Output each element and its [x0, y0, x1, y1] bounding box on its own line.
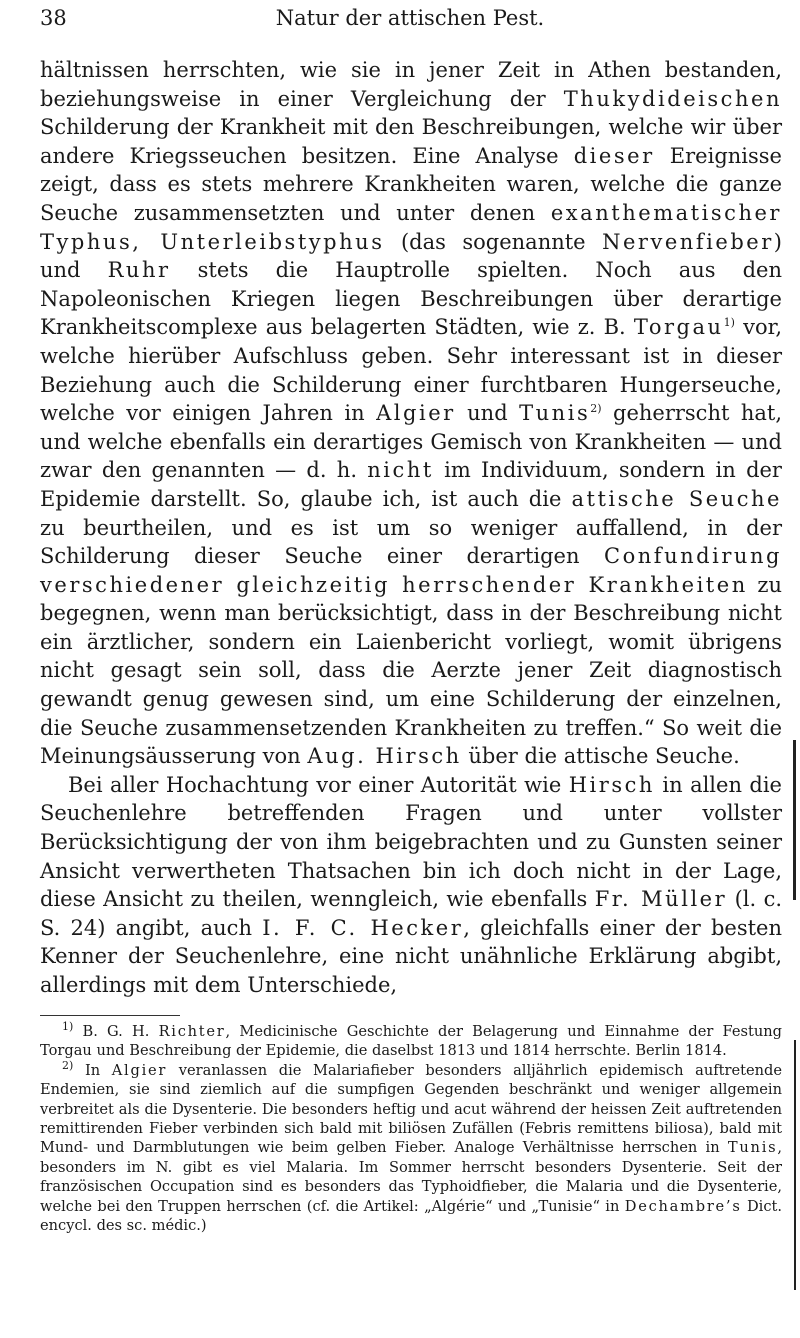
text-run: vor, welche hierüber Aufschluss geben. Sehr interessant ist in dieser Beziehung auch die Schilderung einer furchtbaren Hungerseuche, welche vor einigen Jahren in — [40, 315, 782, 426]
text-run: , besonders im N. gibt es viel Malaria. Im Sommer herrscht besonders Dysenterie. Seit der französischen Occupation sind es besonders das Typhoidfieber, die Malaria und die Dysenterie, welche bei den Truppen herrschen (cf. die Artikel: „Algérie“ und „Tunisie“ in — [40, 1139, 782, 1215]
text-run: geherrscht hat, und welche ebenfalls ein derartiges Gemisch von Krankheiten — und zwar den genannten — d. h. — [40, 401, 783, 483]
emphasis: exanthematischer Typhus, Unterleibstyphus — [40, 200, 782, 254]
text-run: B. G. H. — [73, 1023, 159, 1040]
text-run: ) und — [40, 229, 782, 283]
text-run: (das sogenannte — [384, 229, 603, 254]
footnote-separator — [40, 1015, 180, 1016]
footnote-1 — [40, 1022, 782, 1061]
page-edge-shadow — [793, 740, 796, 900]
emphasis: Dechambre’s — [624, 1197, 742, 1215]
footnote-ref-1: 1) — [723, 316, 735, 330]
emphasis: Algier — [376, 401, 456, 426]
footnote-ref-2: 2) — [590, 402, 602, 416]
text-run: stets die Hauptrolle spielten. Noch aus den Napoleonischen Kriegen liegen Beschreibungen über derartige Krankheitscomplexe aus belagerten Städten, wie z. B. — [40, 258, 783, 340]
footnote-marker: 1) — [62, 1020, 74, 1034]
text-run: , gleichfalls einer der besten Kenner der Seuchenlehre, eine nicht unähnliche Erklärung abgibt, allerdings mit dem Unterschiede, — [40, 915, 782, 997]
text-run: zu beurtheilen, und es ist um so weniger auffallend, in der Schilderung dieser Seuche einer derartigen — [40, 515, 782, 569]
footnotes — [40, 1022, 782, 1235]
paragraph-2 — [40, 771, 782, 1000]
text-run: hältnissen herrschten, wie sie in jener Zeit in Athen bestanden, beziehungsweise in einer Vergleichung der — [40, 58, 782, 111]
emphasis: I. F. C. Hecker — [262, 915, 464, 940]
footnote-marker: 2) — [62, 1058, 74, 1072]
page-header — [40, 6, 780, 46]
emphasis: Tunis — [519, 401, 591, 426]
page-number: 38 — [40, 6, 67, 30]
text-run: über die attische Seuche. — [461, 744, 740, 769]
text-run: in allen die Seuchenlehre betreffenden Fragen und unter vollster Berücksichtigung der von ihm beigebrachten und zu Gunsten seiner Ansicht verwertheten Thatsachen bin ich doch nicht in der Lage, diese Ansicht zu theilen, wenngleich, wie ebenfalls — [40, 772, 782, 912]
emphasis: nicht — [367, 458, 434, 483]
emphasis: Fr. Müller — [594, 887, 728, 912]
text-run: In — [73, 1061, 112, 1079]
emphasis: Hirsch — [568, 772, 655, 797]
running-title: Natur der attischen Pest. — [275, 6, 545, 30]
emphasis: Confundirung verschiedener gleichzeitig herrschender Krankheiten — [40, 544, 782, 597]
text-run: zu begegnen, wenn man berücksichtigt, dass in der Beschreibung nicht ein ärztlicher, sondern ein Laienbericht vorliegt, womit übrigens nicht gesagt sein soll, dass die Aerzte jener Zeit diagnostisch gewandt genug gewesen sind, um eine Schilderung der einzelnen, die Seuche zusammensetzenden Krankheiten zu treffen.“ So weit die Meinungsäusserung von — [40, 572, 782, 769]
emphasis: Tunis — [727, 1139, 778, 1157]
text-run: Dict. encycl. des sc. médic.) — [40, 1197, 782, 1235]
text-run: veranlassen die Malariafieber besonders alljährlich epidemisch auftretende Endemien, sie sind ziemlich auf die sumpfigen Gegenden beschränkt und weniger allgemein verbreitet als die Dysenterie. Die besonders heftig und acut während der heissen Zeit auftretenden remittirenden Fieber verbinden sich bald mit biliösen Zufällen (Febris remittens biliosa), bald mit Mund- und Darmblutungen wie beim gelben Fieber. Analoge Verhältnisse herrschen in — [40, 1061, 782, 1157]
text-run: und — [455, 401, 520, 426]
emphasis: Algier — [111, 1061, 168, 1079]
paragraph-1 — [40, 56, 782, 771]
text-run: Schilderung der Krankheit mit den Beschreibungen, welche wir über andere Kriegsseuchen besitzen. Eine Analyse — [40, 115, 782, 168]
emphasis: dieser — [573, 143, 655, 168]
text-run: , Medicinische Geschichte der Belagerung und Einnahme der Festung Torgau und Beschreibung der Epidemie, die daselbst 1813 und 1814 herrschte. Berlin 1814. — [40, 1023, 782, 1060]
text-run: Bei aller Hochachtung vor einer Autorität wie — [68, 772, 569, 797]
emphasis: Aug. Hirsch — [307, 744, 462, 769]
text-run: Ereignisse zeigt, dass es stets mehrere Krankheiten waren, welche die ganze Seuche zusammensetzten und unter denen — [40, 143, 782, 225]
text-run: im Individuum, sondern in der Epidemie darstellt. So, glaube ich, ist auch die — [40, 458, 782, 511]
main-text — [40, 56, 782, 1000]
footnote-2 — [40, 1058, 782, 1236]
emphasis: Thukydideischen — [563, 86, 782, 111]
emphasis: Torgau — [633, 315, 724, 340]
page-edge-shadow — [794, 1040, 796, 1290]
emphasis: Ruhr — [107, 258, 171, 283]
emphasis: attische Seuche — [571, 486, 782, 511]
emphasis: Nervenfieber — [602, 229, 774, 254]
emphasis: Richter — [158, 1023, 226, 1040]
text-run: (l. c. S. 24) angibt, auch — [40, 887, 782, 940]
